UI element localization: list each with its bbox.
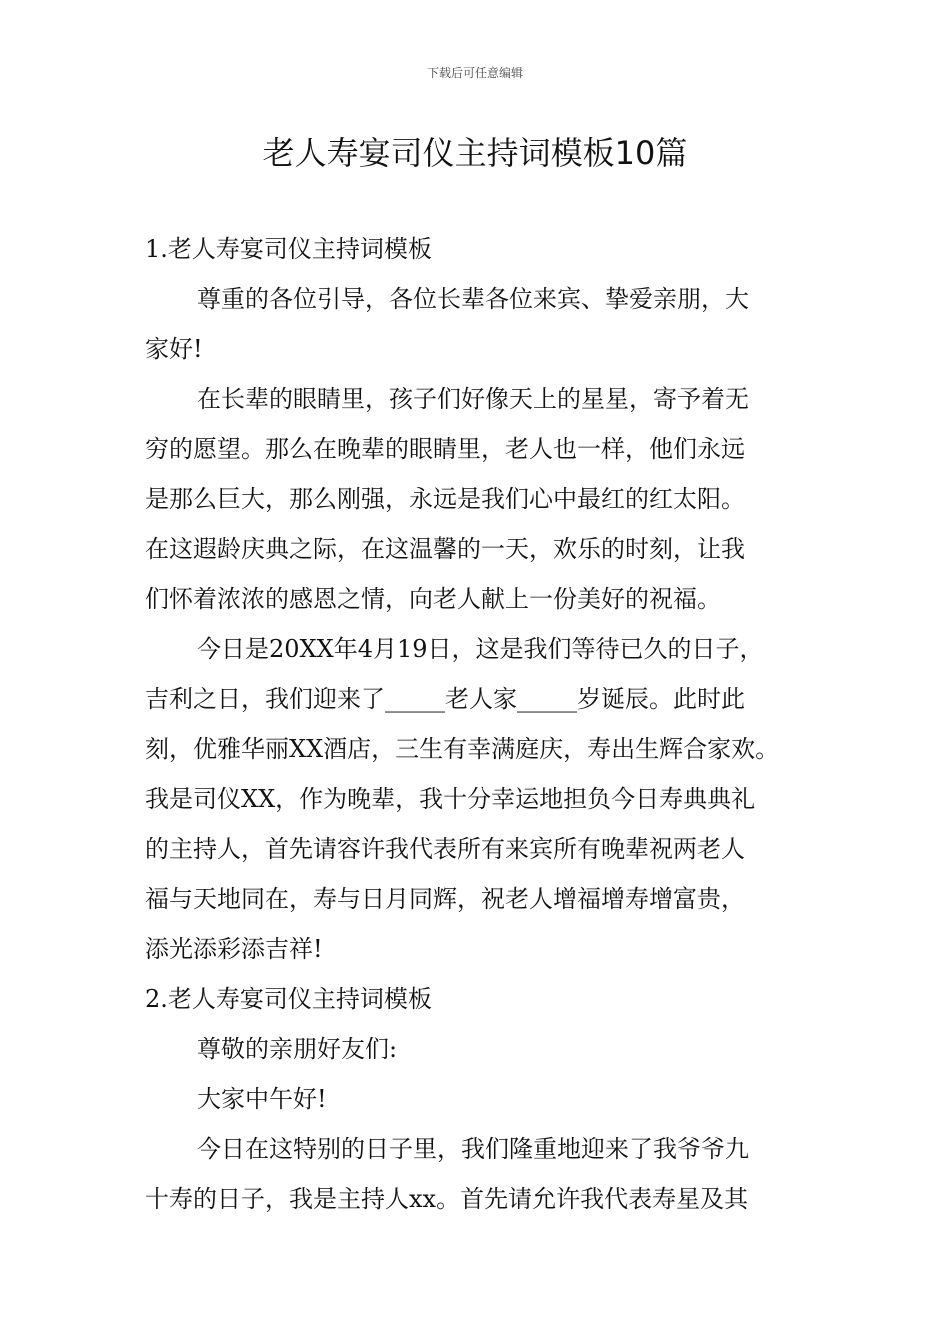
text-line: 2.老人寿宴司仪主持词模板 bbox=[145, 985, 432, 1013]
text-line: 在长辈的眼睛里，孩子们好像天上的星星，寄予着无 bbox=[197, 385, 749, 413]
text-line: 吉利之日，我们迎来了_____老人家_____岁诞辰。此时此 bbox=[145, 685, 745, 713]
text-line: 大家中午好! bbox=[197, 1085, 327, 1113]
text-line: 福与天地同在，寿与日月同辉，祝老人增福增寿增富贵， bbox=[145, 885, 745, 913]
text-line: 是那么巨大，那么刚强，永远是我们心中最红的红太阳。 bbox=[145, 485, 745, 513]
text-line: 尊重的各位引导，各位长辈各位来宾、挚爱亲朋，大 bbox=[197, 285, 749, 313]
text-line: 们怀着浓浓的感恩之情，向老人献上一份美好的祝福。 bbox=[145, 585, 721, 613]
text-line: 家好! bbox=[145, 335, 203, 363]
text-line: 的主持人，首先请容许我代表所有来宾所有晚辈祝两老人 bbox=[145, 835, 745, 863]
document-title: 老人寿宴司仪主持词模板10篇 bbox=[262, 134, 688, 172]
text-line: 在这遐龄庆典之际，在这温馨的一天，欢乐的时刻，让我 bbox=[145, 535, 745, 563]
text-line: 尊敬的亲朋好友们: bbox=[197, 1035, 398, 1063]
text-line: 刻，优雅华丽XX酒店，三生有幸满庭庆，寿出生辉合家欢。 bbox=[145, 735, 780, 763]
text-line: 今日是20XX年4月19日，这是我们等待已久的日子， bbox=[197, 635, 764, 663]
text-line: 添光添彩添吉祥! bbox=[145, 935, 323, 963]
text-line: 十寿的日子，我是主持人xx。首先请允许我代表寿星及其 bbox=[145, 1185, 749, 1213]
text-line: 1.老人寿宴司仪主持词模板 bbox=[145, 235, 432, 263]
text-line: 今日在这特别的日子里，我们隆重地迎来了我爷爷九 bbox=[197, 1135, 749, 1163]
text-line: 我是司仪XX，作为晚辈，我十分幸运地担负今日寿典典礼 bbox=[145, 785, 756, 813]
document-body bbox=[145, 224, 810, 1224]
header-note: 下载后可任意编辑 bbox=[426, 66, 523, 80]
text-line: 穷的愿望。那么在晚辈的眼睛里，老人也一样，他们永远 bbox=[145, 435, 745, 463]
